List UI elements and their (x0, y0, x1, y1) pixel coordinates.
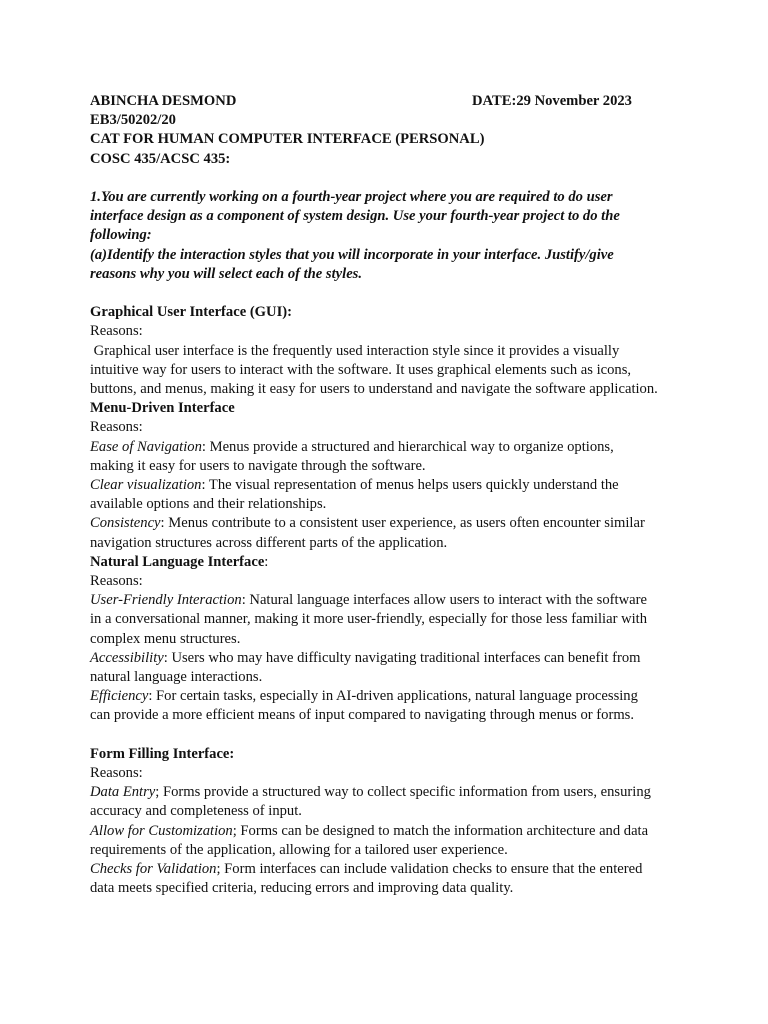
question-line: interface design as a component of system design. Use your fourth-year project to do the (90, 208, 620, 225)
reason-term: Efficiency (90, 688, 149, 705)
reason-text: : For certain tasks, especially in AI-driven applications, natural language processing (148, 688, 638, 705)
menu-reason-1 (90, 438, 690, 457)
reason-term: Data Entry (90, 784, 156, 801)
gui-heading: Graphical User Interface (GUI): (90, 304, 292, 321)
document-title: CAT FOR HUMAN COMPUTER INTERFACE (PERSONAL) (90, 131, 485, 148)
nli-reason-1 (90, 591, 690, 610)
form-heading: Form Filling Interface: (90, 745, 235, 762)
nli-heading-colon: : (264, 553, 269, 570)
reason-text: making it easy for users to navigate through the software. (90, 457, 426, 474)
nli-reason-2 (90, 649, 690, 668)
nli-reasons-label: Reasons: (90, 573, 143, 590)
question-line: following: (90, 227, 152, 244)
form-reason-3 (90, 860, 690, 879)
reason-text: : Users who may have difficulty navigating traditional interfaces can benefit from (163, 649, 641, 666)
menu-reason-2 (90, 476, 690, 495)
reason-text: ; Forms provide a structured way to collect specific information from users, ensuring (155, 784, 651, 801)
reason-text: natural language interactions. (90, 669, 263, 686)
reason-term: Ease of Navigation (90, 438, 202, 455)
header-row (90, 92, 690, 111)
menu-reason-3 (90, 514, 690, 533)
student-name: ABINCHA DESMOND (90, 93, 237, 109)
document-page (90, 92, 690, 898)
registration-number: EB3/50202/20 (90, 112, 176, 129)
reason-text: : Menus contribute to a consistent user experience, as users often encounter similar (160, 515, 645, 532)
spacer (90, 726, 690, 745)
reason-text: accuracy and completeness of input. (90, 803, 302, 820)
spacer (90, 169, 690, 188)
gui-text-line: Graphical user interface is the frequently used interaction style since it provides a visually (90, 342, 620, 359)
question-line: reasons why you will select each of the styles. (90, 265, 362, 282)
reason-term: Checks for Validation (90, 861, 217, 878)
menu-reasons-label: Reasons: (90, 419, 143, 436)
reason-text: data meets specified criteria, reducing errors and improving data quality. (90, 880, 514, 897)
nli-reason-3 (90, 687, 690, 706)
reason-text: navigation structures across different parts of the application. (90, 534, 448, 551)
reason-text: complex menu structures. (90, 630, 241, 647)
reason-term: Allow for Customization (90, 822, 233, 839)
question-line: 1.You are currently working on a fourth-year project where you are required to do user (90, 189, 613, 205)
gui-reasons-label: Reasons: (90, 323, 143, 340)
reason-text: available options and their relationships. (90, 496, 327, 513)
reason-text: in a conversational manner, making it more user-friendly, especially for those less familiar with (90, 611, 648, 628)
reason-text: can provide a more efficient means of input compared to navigating through menus or forms. (90, 707, 635, 724)
reason-text: : Natural language interfaces allow users to interact with the software (241, 592, 647, 609)
form-reason-2 (90, 822, 690, 841)
reason-term: Consistency (90, 515, 161, 532)
reason-text: ; Forms can be designed to match the information architecture and data (232, 822, 649, 839)
reason-term: User-Friendly Interaction (90, 592, 242, 609)
spacer (90, 284, 690, 303)
nli-heading-row (90, 553, 690, 572)
question-line: (a)Identify the interaction styles that you will incorporate in your interface. Justify/give (90, 246, 614, 263)
menu-heading: Menu-Driven Interface (90, 400, 235, 417)
reason-text: requirements of the application, allowing for a tailored user experience. (90, 841, 508, 858)
gui-text-line: intuitive way for users to interact with the software. It uses graphical elements such as icons, (90, 361, 632, 378)
reason-text: : Menus provide a structured and hierarchical way to organize options, (201, 438, 614, 455)
course-code: COSC 435/ACSC 435: (90, 150, 231, 167)
reason-term: Accessibility (90, 649, 164, 666)
reason-term: Clear visualization (90, 477, 202, 494)
reason-text: : The visual representation of menus helps users quickly understand the (201, 477, 619, 494)
form-reason-1 (90, 783, 690, 802)
reason-text: ; Form interfaces can include validation checks to ensure that the entered (216, 861, 643, 878)
form-reasons-label: Reasons: (90, 765, 143, 782)
submission-date: DATE:29 November 2023 (472, 93, 632, 109)
gui-text-line: buttons, and menus, making it easy for users to understand and navigate the software application. (90, 381, 658, 398)
nli-heading: Natural Language Interface (90, 553, 265, 570)
